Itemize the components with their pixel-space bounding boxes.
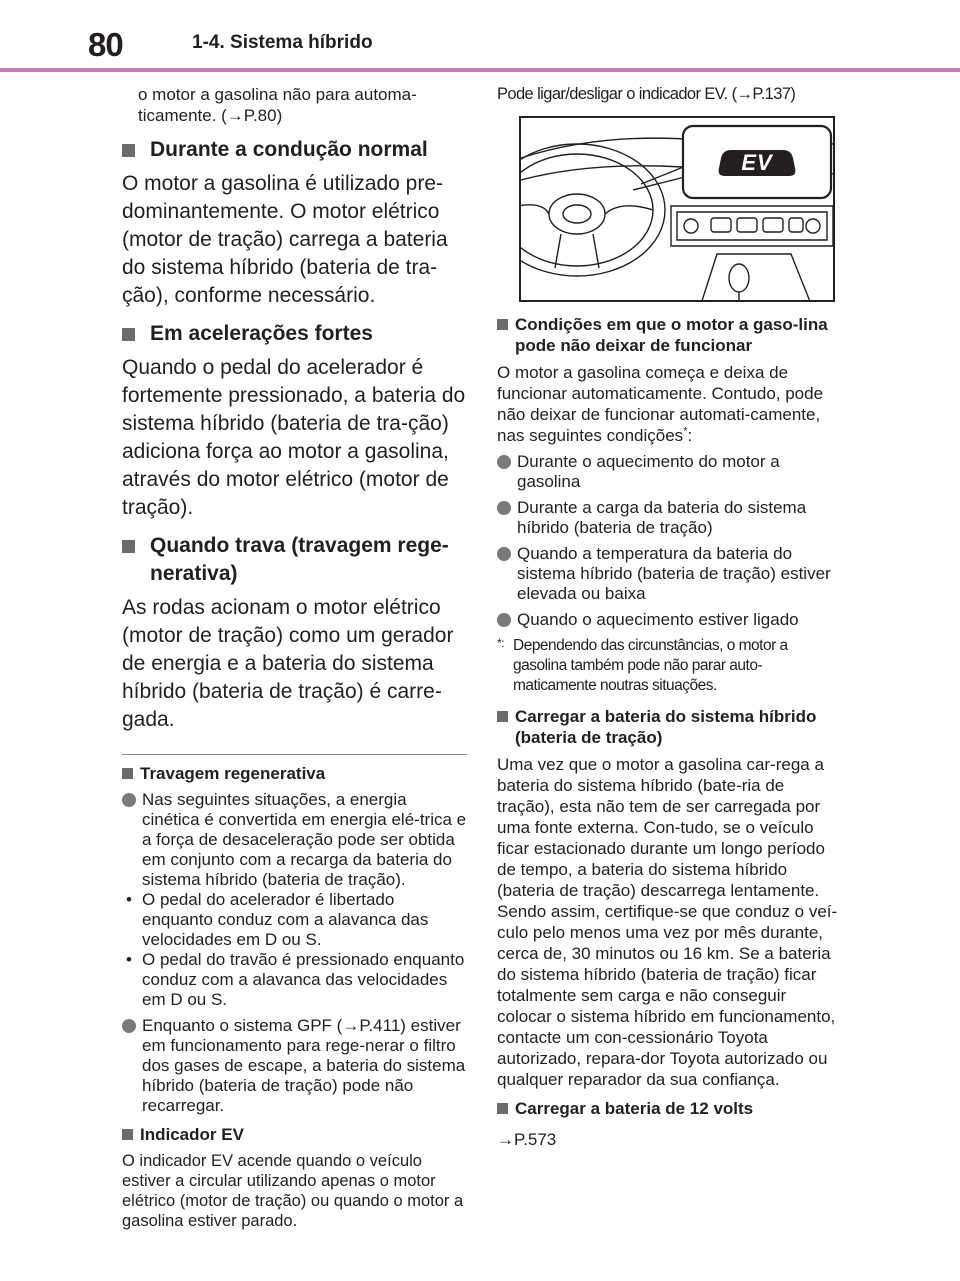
list-item bbox=[122, 890, 467, 950]
heading-normal-driving-label: Durante a condução normal bbox=[150, 138, 428, 161]
circle-bullet-icon bbox=[497, 547, 511, 561]
dashboard-illustration bbox=[519, 116, 835, 302]
header-rule bbox=[0, 68, 960, 72]
list-item bbox=[497, 544, 842, 604]
charge-hybrid-battery-text: Uma vez que o motor a gasolina car-rega a bateria do sistema híbrido (bate-ria de tração), esta não tem de ser carregada por uma fonte externa. Con-tudo, se o veículo ficar estacionado durante um longo período de tempo, a bateria do sistema híbrido (bateria de tração) descarrega lentamente. Sendo assim, certifique-se que conduz o veí-culo pelo menos uma vez por mês durante, cerca de, 30 minutos ou 16 km. Se a bateria do sistema híbrido (bateria de tração) ficar totalmente sem carga e não conseguir colocar o sistema híbrido em funcionamento, contacte um con-cessionário Toyota autorizado, repara-dor Toyota autorizado ou qualquer reparador da sua confiança. bbox=[497, 755, 838, 1089]
page-reference-link[interactable]: →P.573 bbox=[497, 1130, 557, 1149]
ev-indicator-text: O indicador EV acende quando o veículo estiver a circular utilizando apenas o motor elétrico (motor de tração) ou quando o motor a gasolina estiver parado. bbox=[122, 1152, 464, 1230]
ev-indicator-icon bbox=[717, 146, 797, 180]
square-bullet-icon bbox=[122, 768, 133, 779]
engine-conditions-body: O motor a gasolina começa e deixa de funcionar automaticamente. Contudo, pode não deixar de funcionar automati-camente, nas seguintes condições bbox=[497, 363, 824, 445]
list-item bbox=[497, 498, 842, 538]
intro-text: o motor a gasolina não para automa-ticamente. (→P.80) bbox=[138, 85, 417, 125]
square-bullet-icon bbox=[497, 1103, 508, 1114]
heading-strong-acceleration-label: Em acelerações fortes bbox=[150, 322, 373, 345]
square-bullet-icon bbox=[122, 328, 135, 341]
page-number: 80 bbox=[88, 26, 123, 63]
footnote bbox=[497, 636, 842, 696]
list-item-text: Nas seguintes situações, a energia cinética é convertida em energia elé-trica e a força de desaceleração pode ser obtida em conjunto com a recarga da bateria do sistema híbrido (bateria de tração). bbox=[142, 790, 467, 889]
list-item-text: Durante o aquecimento do motor a gasolina bbox=[517, 452, 780, 491]
ev-toggle-text: Pode ligar/desligar o indicador EV. (→P.137) bbox=[497, 85, 796, 103]
section-title: 1-4. Sistema híbrido bbox=[192, 32, 373, 53]
heading-engine-conditions bbox=[497, 314, 842, 356]
strong-acceleration-text: Quando o pedal do acelerador é fortemente pressionado, a bateria do sistema híbrido (bateria de tra-ção) adiciona força ao motor a gasolina, através do motor elétrico (motor de tração). bbox=[122, 356, 466, 519]
page-header bbox=[0, 0, 960, 70]
heading-engine-conditions-label: Condições em que o motor a gaso-lina pode não deixar de funcionar bbox=[515, 315, 828, 355]
list-item-text: Durante a carga da bateria do sistema híbrido (bateria de tração) bbox=[517, 498, 807, 537]
footnote-text: Dependendo das circunstâncias, o motor a gasolina também pode não parar auto-maticamente noutras situações. bbox=[513, 637, 788, 694]
heading-charge-hybrid-battery bbox=[497, 706, 842, 748]
square-bullet-icon bbox=[122, 1129, 133, 1140]
heading-charge-hybrid-battery-label: Carregar a bateria do sistema híbrido (bateria de tração) bbox=[515, 707, 817, 747]
heading-regenerative-braking-label: Travagem regenerativa bbox=[140, 764, 326, 783]
divider bbox=[122, 754, 467, 755]
engine-conditions-text bbox=[497, 362, 842, 446]
circle-bullet-icon bbox=[497, 455, 511, 469]
engine-conditions-end: : bbox=[687, 426, 693, 445]
heading-charge-12v-battery bbox=[497, 1098, 842, 1119]
right-column bbox=[497, 82, 842, 1150]
left-column bbox=[122, 82, 467, 1231]
footnote-mark: *: bbox=[497, 636, 505, 650]
braking-text: As rodas acionam o motor elétrico (motor de tração) como um gerador de energia e a bateria do sistema híbrido (bateria de tração) é carre-gada. bbox=[122, 596, 454, 731]
heading-ev-indicator-label: Indicador EV bbox=[140, 1125, 244, 1144]
list-item bbox=[122, 950, 467, 1010]
list-item bbox=[497, 452, 842, 492]
ev-indicator-label: EV bbox=[741, 150, 773, 175]
list-item-text: Quando a temperatura da bateria do sistema híbrido (bateria de tração) estiver elevada ou baixa bbox=[517, 544, 831, 603]
list-item-text: O pedal do travão é pressionado enquanto conduz com a alavanca das velocidades em D ou S. bbox=[142, 950, 465, 1009]
heading-strong-acceleration bbox=[122, 320, 467, 348]
circle-bullet-icon bbox=[122, 1019, 136, 1033]
square-bullet-icon bbox=[497, 711, 508, 722]
asterisk: * bbox=[683, 425, 688, 438]
list-item-text: O pedal do acelerador é libertado enquanto conduz com a alavanca das velocidades em D ou S. bbox=[142, 890, 429, 949]
heading-normal-driving bbox=[122, 136, 467, 164]
circle-bullet-icon bbox=[497, 501, 511, 515]
heading-braking-label: Quando trava (travagem rege-nerativa) bbox=[150, 534, 449, 585]
heading-braking bbox=[122, 532, 467, 588]
list-item-text: Enquanto o sistema GPF (→P.411) estiver em funcionamento para rege-nerar o filtro dos gases de escape, a bateria do sistema híbrido (bateria de tração) pode não recarregar. bbox=[142, 1016, 466, 1115]
dot-bullet-icon: • bbox=[126, 890, 132, 909]
list-item bbox=[122, 790, 467, 890]
circle-bullet-icon bbox=[497, 613, 511, 627]
list-item-text: Quando o aquecimento estiver ligado bbox=[517, 610, 799, 629]
square-bullet-icon bbox=[122, 540, 135, 553]
list-item bbox=[122, 1016, 467, 1116]
square-bullet-icon bbox=[122, 144, 135, 157]
normal-driving-text: O motor a gasolina é utilizado pre-dominantemente. O motor elétrico (motor de tração) carrega a bateria do sistema híbrido (bateria de tra-ção), conforme necessário. bbox=[122, 172, 448, 307]
heading-regenerative-braking bbox=[122, 763, 467, 784]
circle-bullet-icon bbox=[122, 793, 136, 807]
dot-bullet-icon: • bbox=[126, 950, 132, 969]
heading-charge-12v-battery-label: Carregar a bateria de 12 volts bbox=[515, 1099, 754, 1118]
square-bullet-icon bbox=[497, 319, 508, 330]
heading-ev-indicator bbox=[122, 1124, 467, 1145]
list-item bbox=[497, 610, 842, 630]
